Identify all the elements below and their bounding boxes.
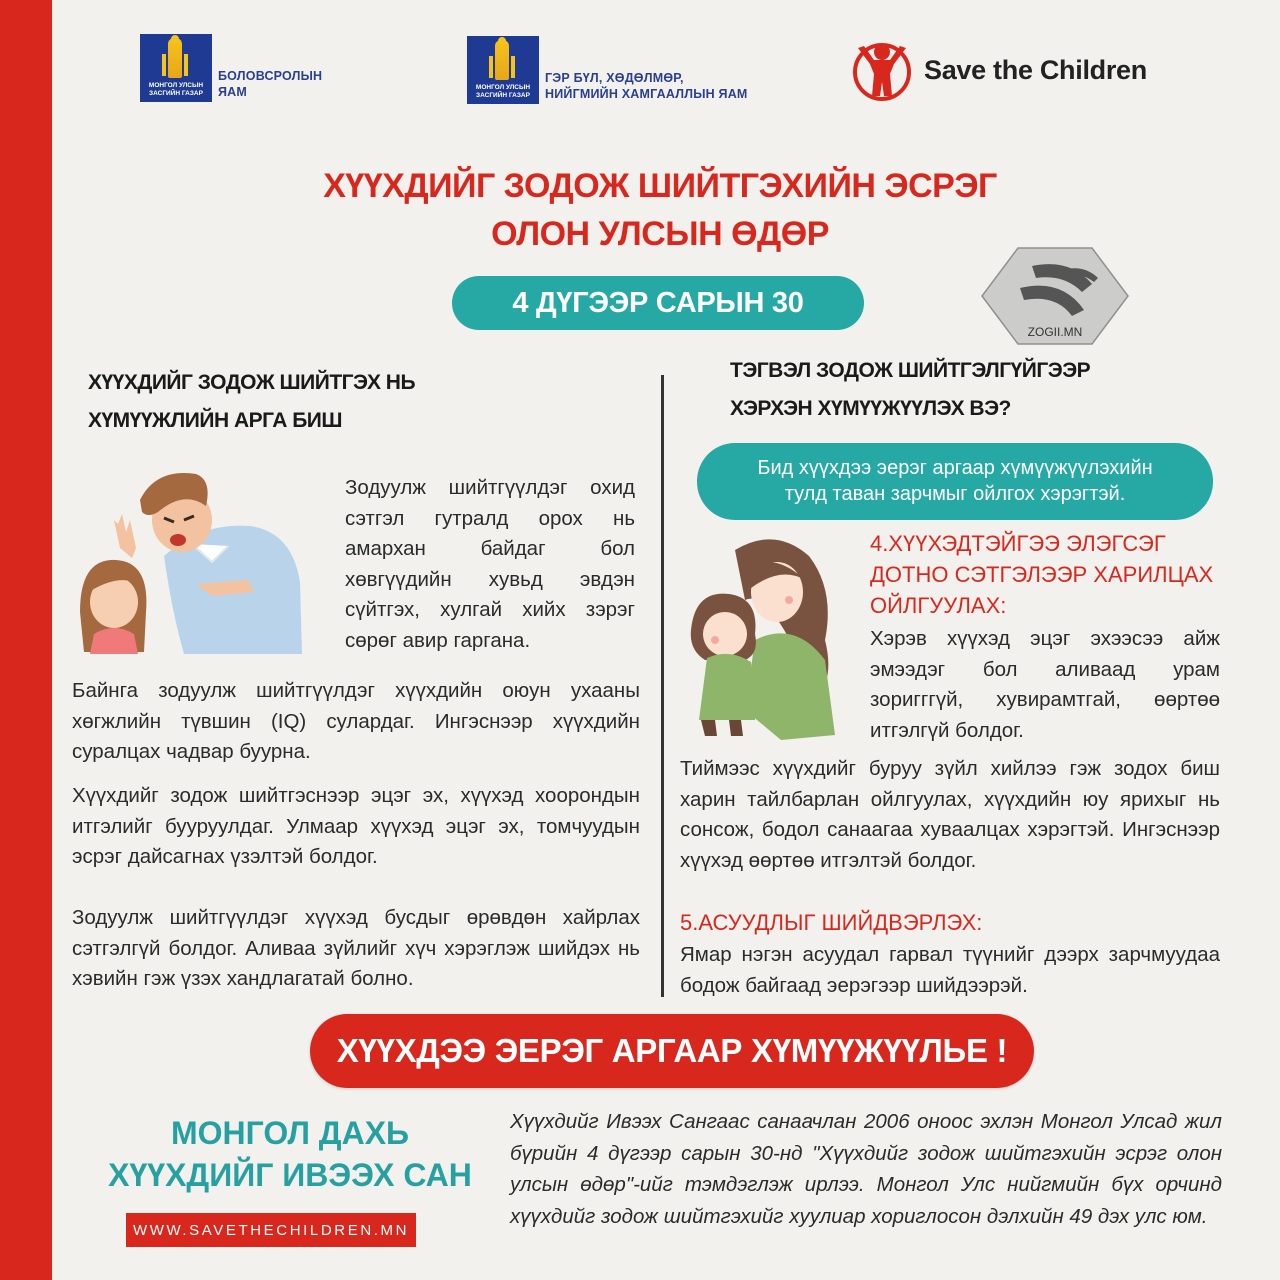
mongolia-emblem-icon xyxy=(467,36,539,104)
website-link[interactable]: WWW.SAVETHECHILDREN.MN xyxy=(126,1213,416,1247)
column-divider xyxy=(661,375,664,997)
emblem-text: МОНГОЛ УЛСЫН ЗАСГИЙН ГАЗАР xyxy=(475,84,531,99)
page-title xyxy=(300,162,1020,258)
watermark-text: ZOGII.MN xyxy=(1027,325,1083,339)
footer-note: Хүүхдийг Ивээх Сангаас санаачлан 2006 оноос эхлэн Монгол Улсад жил бүрийн 4 дүгээр сарын 30-нд "Хүүхдийг зодож шийтгэхийн эсрэг олон улсын өдөр"-ийг тэмдэглэж ирлээ. Монгол Улс нийгмийн бүх орчинд хүүхдийг зодож шийтгэхийг хуулиар хориглосон дэлхийн 49 дэх улс юм. xyxy=(510,1110,1222,1228)
left-section-heading xyxy=(88,364,415,440)
date-badge xyxy=(452,276,864,330)
slogan-text: ХҮҮХДЭЭ ЭЕРЭГ АРГААР ХҮМҮҮЖҮҮЛЬЕ ! xyxy=(336,1032,1008,1069)
ministry-name xyxy=(218,68,322,102)
ministry-of-labor-logo xyxy=(467,36,748,104)
emblem-text: МОНГОЛ УЛСЫН ЗАСГИЙН ГАЗАР xyxy=(148,82,204,97)
five-principles-callout xyxy=(697,443,1213,520)
principle-5-body: Ямар нэгэн асуудал гарвал түүнийг дээрх зарчмуудаа бодож байгаад эерэгээр шийдээрэй. xyxy=(680,943,1220,997)
heading-line: ХҮҮХДИЙГ ЗОДОЖ ШИЙТГЭХ НЬ xyxy=(88,371,416,394)
principle-4-continued: Тиймээс хүүхдийг буруу зүйл хийлээ гэж зодох биш харин тайлбарлан ойлгуулах, хүүхдийн юу ярихыг нь сонсож, бодол санаагаа хуваалцах хэрэгтэй. Ингэснээр хүүхэд өөртөө итгэлтэй болдог. xyxy=(680,757,1220,872)
organization-name xyxy=(100,1112,480,1196)
left-paragraph: Зодуулж шийтгүүлдэг хүүхэд бусдыг өрөвдөн хайрлах сэтгэлгүй болдог. Аливаа зүйлийг хүч хэрэглэж шийдэх нь хэвийн гэж үзэх хандлагатай болно. xyxy=(72,906,640,990)
title-line: ОЛОН УЛСЫН ӨДӨР xyxy=(491,215,829,253)
left-paragraph: Хүүхдийг зодож шийтгэснээр эцэг эх, хүүхэд хоорондын итгэлийг бууруулдаг. Улмаар хүүхэд эцэг эх, томчуудын эсрэг дайсагнах үзэлтэй болдог. xyxy=(72,784,640,868)
left-accent-stripe xyxy=(0,0,52,1280)
angry-father-illustration xyxy=(72,462,322,654)
ministry-name-line: ГЭР БҮЛ, ХӨДӨЛМӨР, xyxy=(545,71,684,85)
callout-line: Бид хүүхдээ эерэг аргаар хүмүүжүүлэхийн xyxy=(757,457,1153,479)
save-the-children-child-icon xyxy=(850,38,914,102)
principle-5-title: 5.АСУУДЛЫГ ШИЙДВЭРЛЭХ: xyxy=(680,910,983,935)
heading-line: ХҮМҮҮЖЛИЙН АРГА БИШ xyxy=(88,409,342,432)
org-name-line: МОНГОЛ ДАХЬ xyxy=(170,1115,410,1151)
left-intro-paragraph: Зодуулж шийтгүүлдэг охид сэтгэл гутралд орох нь амархан байдаг бол хөвгүүдийн хувьд эвдэн сүйтгэх, хулгай хийх зэрэг сөрөг авир гаргана. xyxy=(345,476,635,652)
ministry-name xyxy=(545,70,748,104)
zogii-watermark-icon xyxy=(980,246,1130,346)
left-paragraph: Байнга зодуулж шийтгүүлдэг хүүхдийн оюун ухааны хөгжлийн түвшин (IQ) сулардаг. Ингэснээр хүүхдийн суралцах чадвар буурна. xyxy=(72,679,640,763)
title-line: ХҮҮХДИЙГ ЗОДОЖ ШИЙТГЭХИЙН ЭСРЭГ xyxy=(323,167,997,205)
slogan-banner xyxy=(310,1014,1034,1088)
right-section-heading xyxy=(730,352,1090,428)
org-name-line: ХҮҮХДИЙГ ИВЭЭХ САН xyxy=(108,1157,472,1193)
heading-line: ТЭГВЭЛ ЗОДОЖ ШИЙТГЭЛГҮЙГЭЭР xyxy=(730,359,1091,382)
date-text: 4 ДҮГЭЭР САРЫН 30 xyxy=(512,286,804,319)
callout-line: тулд таван зарчмыг ойлгох хэрэгтэй. xyxy=(784,483,1126,505)
ministry-of-education-logo xyxy=(140,34,322,102)
ministry-name-line: ЯАМ xyxy=(218,85,248,99)
mongolia-emblem-icon xyxy=(140,34,212,102)
ministry-name-line: НИЙГМИЙН ХАМГААЛЛЫН ЯАМ xyxy=(545,87,748,101)
heading-line: ХЭРХЭН ХҮМҮҮЖҮҮЛЭХ ВЭ? xyxy=(730,397,1011,420)
principle-4-title: 4.ХҮҮХЭДТЭЙГЭЭ ЭЛЭГСЭГ ДОТНО СЭТГЭЛЭЭР ХАРИЛЦАХ ОЙЛГУУЛАХ: xyxy=(870,531,1214,618)
ministry-name-line: БОЛОВСРОЛЫН xyxy=(218,69,323,83)
principle-4-body: Хэрэв хүүхэд эцэг эхээсээ айж эмээдэг бол аливаад урам зоригггүй, хувирамтгай, өөртөө итгэлгүй болдог. xyxy=(870,627,1220,742)
mother-hugging-child-illustration xyxy=(685,530,845,745)
partner-name: Save the Children xyxy=(924,54,1147,85)
save-the-children-logo xyxy=(850,38,1147,102)
